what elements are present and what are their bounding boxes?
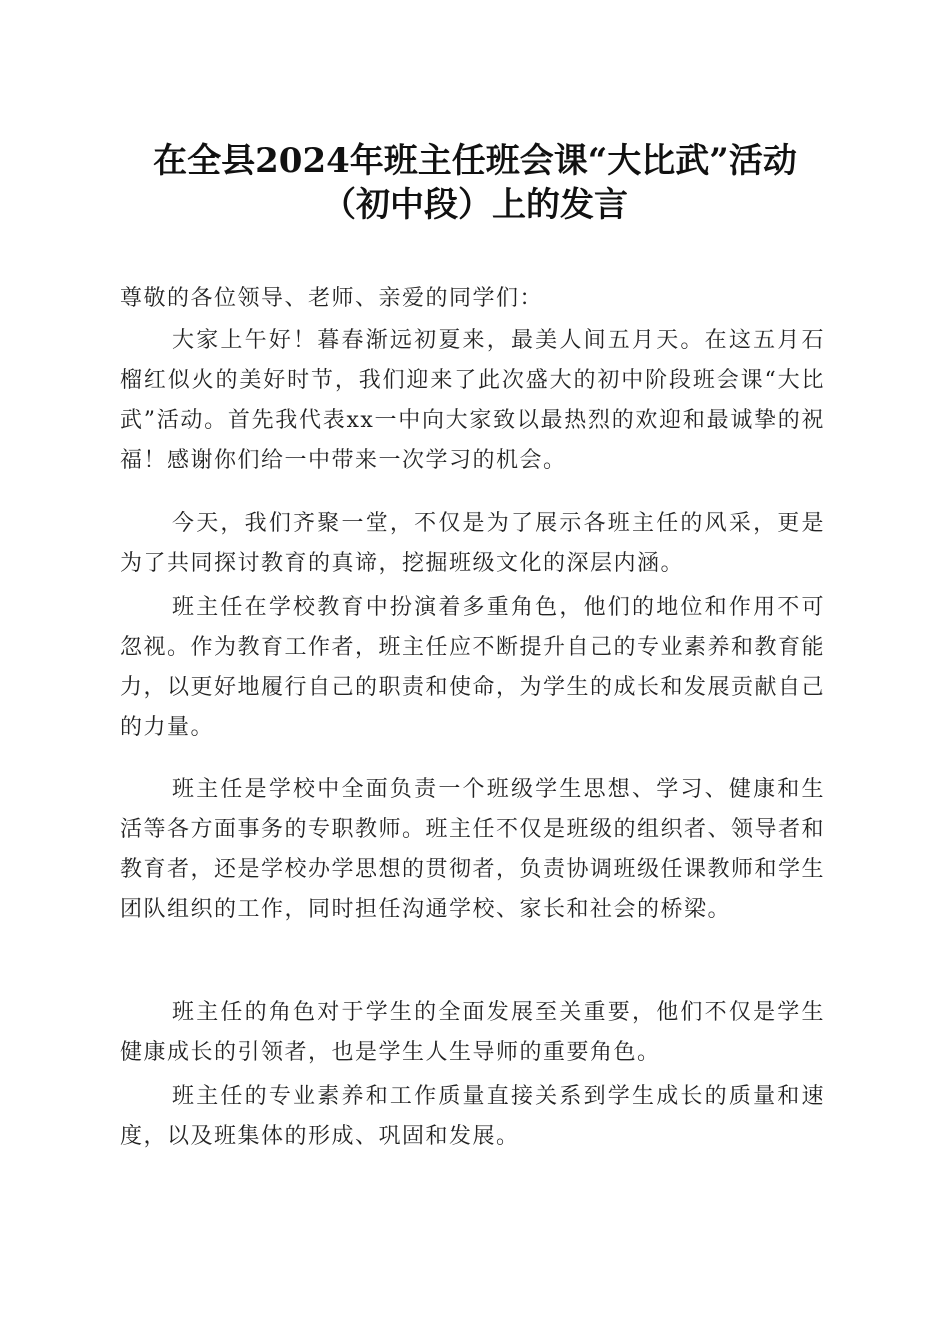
document-title-line-2: （初中段）上的发言 bbox=[322, 185, 628, 225]
greeting: 尊敬的各位领导、老师、亲爱的同学们： bbox=[120, 286, 544, 311]
paragraph-4: 班主任是学校中全面负责一个班级学生思想、学习、健康和生活等各方面事务的专职教师。班主任不仅是班级的组织者、领导者和教育者，还是学校办学思想的贯彻者，负责协调班级任课教师和学生团队组织的工作，同时担任沟通学校、家长和社会的桥梁。 bbox=[120, 777, 826, 922]
paragraph-1: 大家上午好！暮春渐远初夏来，最美人间五月天。在这五月石榴红似火的美好时节，我们迎来了此次盛大的初中阶段班会课“大比武”活动。首先我代表xx一中向大家致以最热烈的欢迎和最诚挚的祝福！感谢你们给一中带来一次学习的机会。 bbox=[120, 328, 825, 473]
document-title-line-1: 在全县2024年班主任班会课“大比武”活动 bbox=[153, 141, 797, 181]
paragraph-2: 今天，我们齐聚一堂，不仅是为了展示各班主任的风采，更是为了共同探讨教育的真谛，挖掘班级文化的深层内涵。 bbox=[120, 511, 825, 576]
paragraph-6: 班主任的专业素养和工作质量直接关系到学生成长的质量和速度，以及班集体的形成、巩固和发展。 bbox=[120, 1084, 825, 1149]
paragraph-5: 班主任的角色对于学生的全面发展至关重要，他们不仅是学生健康成长的引领者，也是学生人生导师的重要角色。 bbox=[120, 1000, 825, 1065]
paragraph-3: 班主任在学校教育中扮演着多重角色，他们的地位和作用不可忽视。作为教育工作者，班主任应不断提升自己的专业素养和教育能力，以更好地履行自己的职责和使命，为学生的成长和发展贡献自己的力量。 bbox=[120, 595, 826, 740]
